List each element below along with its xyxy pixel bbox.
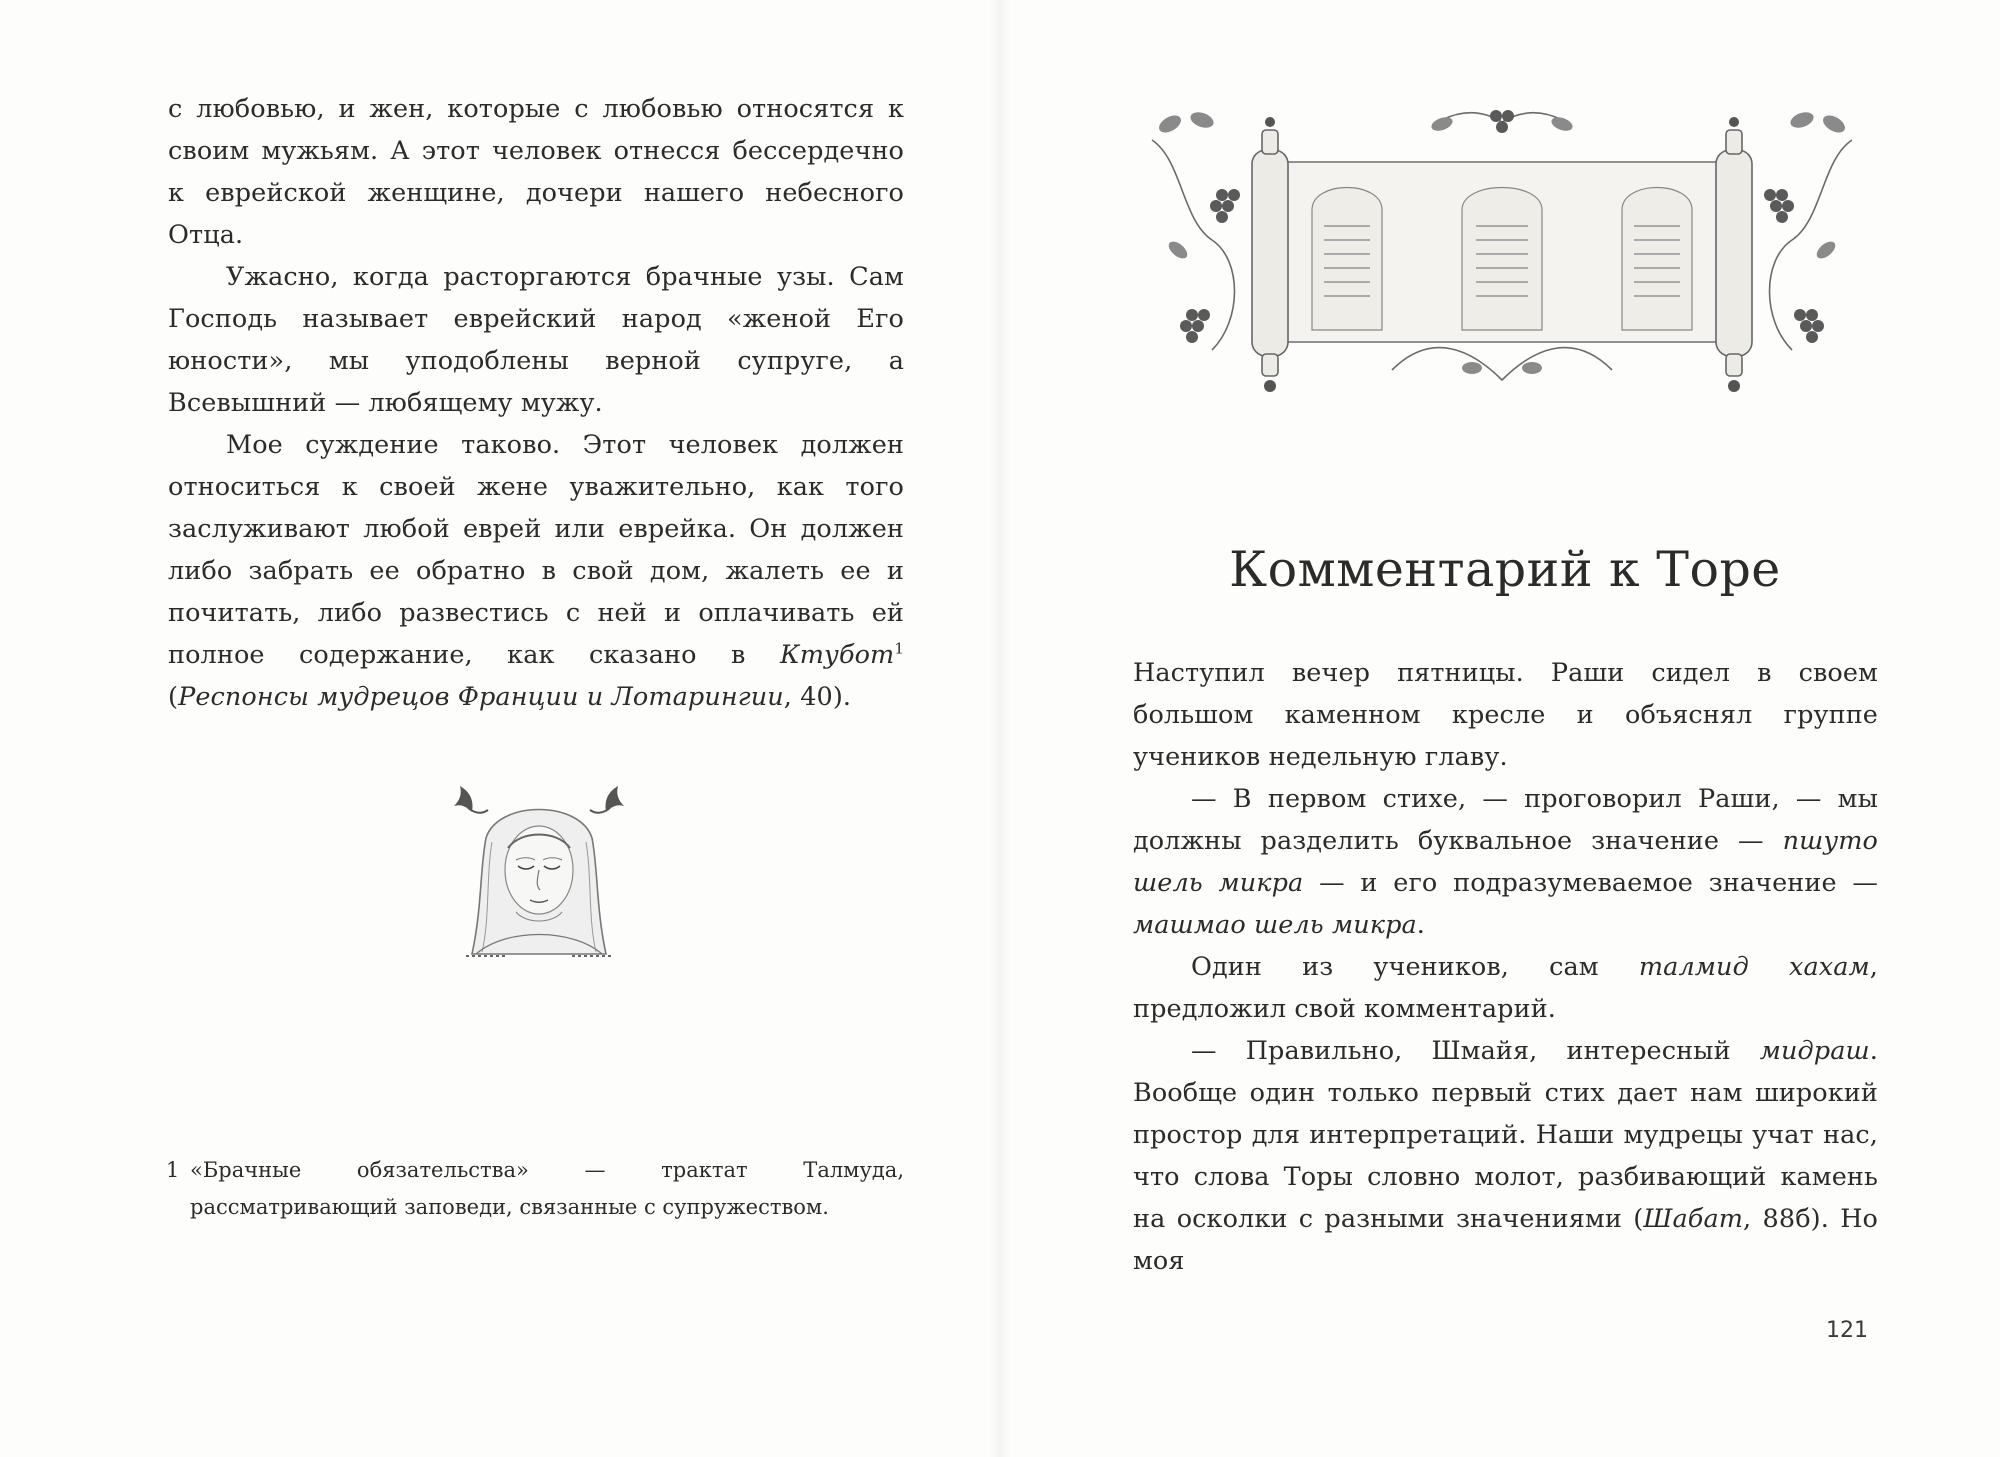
text-run: — и его подразумеваемое значение — [1303, 868, 1878, 898]
italic-term: Ктубот [779, 640, 895, 670]
footnote-number: 1 [166, 1158, 180, 1182]
chapter-title: Комментарий к Торе [1229, 540, 1781, 598]
right-page [1010, 0, 2000, 1457]
footnote [166, 1152, 904, 1226]
footnote-text: «Брачные обязательства» — трактат Талмуда, рассматривающий заповеди, связанные с супружеством. [190, 1158, 904, 1219]
italic-term: пшуто шель микра [1133, 826, 1878, 898]
text-run: — В первом стихе, — проговорил Раши, — мы должны разделить буквальное значение — [1133, 784, 1878, 856]
left-page [0, 0, 990, 1457]
italic-term: Респонсы мудрецов Франции и Лотарингии [178, 682, 784, 712]
text-run: . [1416, 910, 1426, 940]
torah-scroll-illustration [1142, 100, 1862, 410]
left-page-body [168, 88, 904, 718]
italic-term: мидраш [1759, 1036, 1870, 1066]
text-run: Мое суждение таково. Этот человек должен относиться к своей жене уважительно, как того заслуживают любой еврей или еврейка. Он должен либо забрать ее обратно в свой дом, жалеть ее и почитать, либо развестись с ней и оплачивать ей полное содержание, как сказано в [168, 430, 904, 670]
right-page-body [1133, 652, 1878, 1282]
text-run: — Правильно, Шмайя, интересный [1191, 1036, 1760, 1066]
text-run: . Вообще один только первый стих дает нам широкий простор для интерпретаций. Наши мудрецы учат нас, что слова Торы словно молот, разбивающий камень на осколки с разными значениями ( [1133, 1036, 1878, 1234]
text-run: Наступил вечер пятницы. Раши сидел в своем большом каменном кресле и объяснял группе учеников недельную главу. [1133, 658, 1878, 772]
footnote-marker: 1 [894, 639, 904, 658]
text-run: , 88б). Но моя [1133, 1204, 1878, 1276]
text-run: , 40). [783, 682, 852, 712]
italic-term: машмао шель микра [1133, 910, 1417, 940]
paragraph [1133, 778, 1878, 946]
text-run: с любовью, и жен, которые с любовью относятся к своим мужьям. А этот человек отнесся бессердечно к еврейской женщине, дочери нашего небесного Отца. [168, 94, 904, 250]
paragraph [1133, 946, 1878, 1030]
text-run: ( [168, 682, 179, 712]
paragraph [1133, 652, 1878, 778]
text-run: Ужасно, когда расторгаются брачные узы. Сам Господь называет еврейский народ «женой Его юности», мы уподоблены верной супруге, а Всевышний — любящему мужу. [168, 262, 904, 418]
text-run: Один из учеников, сам [1191, 952, 1639, 982]
page-number: 121 [1826, 1318, 1868, 1343]
book-gutter [988, 0, 1012, 1457]
paragraph [1133, 1030, 1878, 1282]
paragraph [168, 424, 904, 718]
paragraph [168, 256, 904, 424]
italic-term: Шабат [1643, 1204, 1744, 1234]
woman-portrait-vignette [446, 778, 632, 964]
paragraph [168, 88, 904, 256]
text-run: , предложил свой комментарий. [1133, 952, 1879, 1024]
italic-term: талмид хахам [1638, 952, 1870, 982]
